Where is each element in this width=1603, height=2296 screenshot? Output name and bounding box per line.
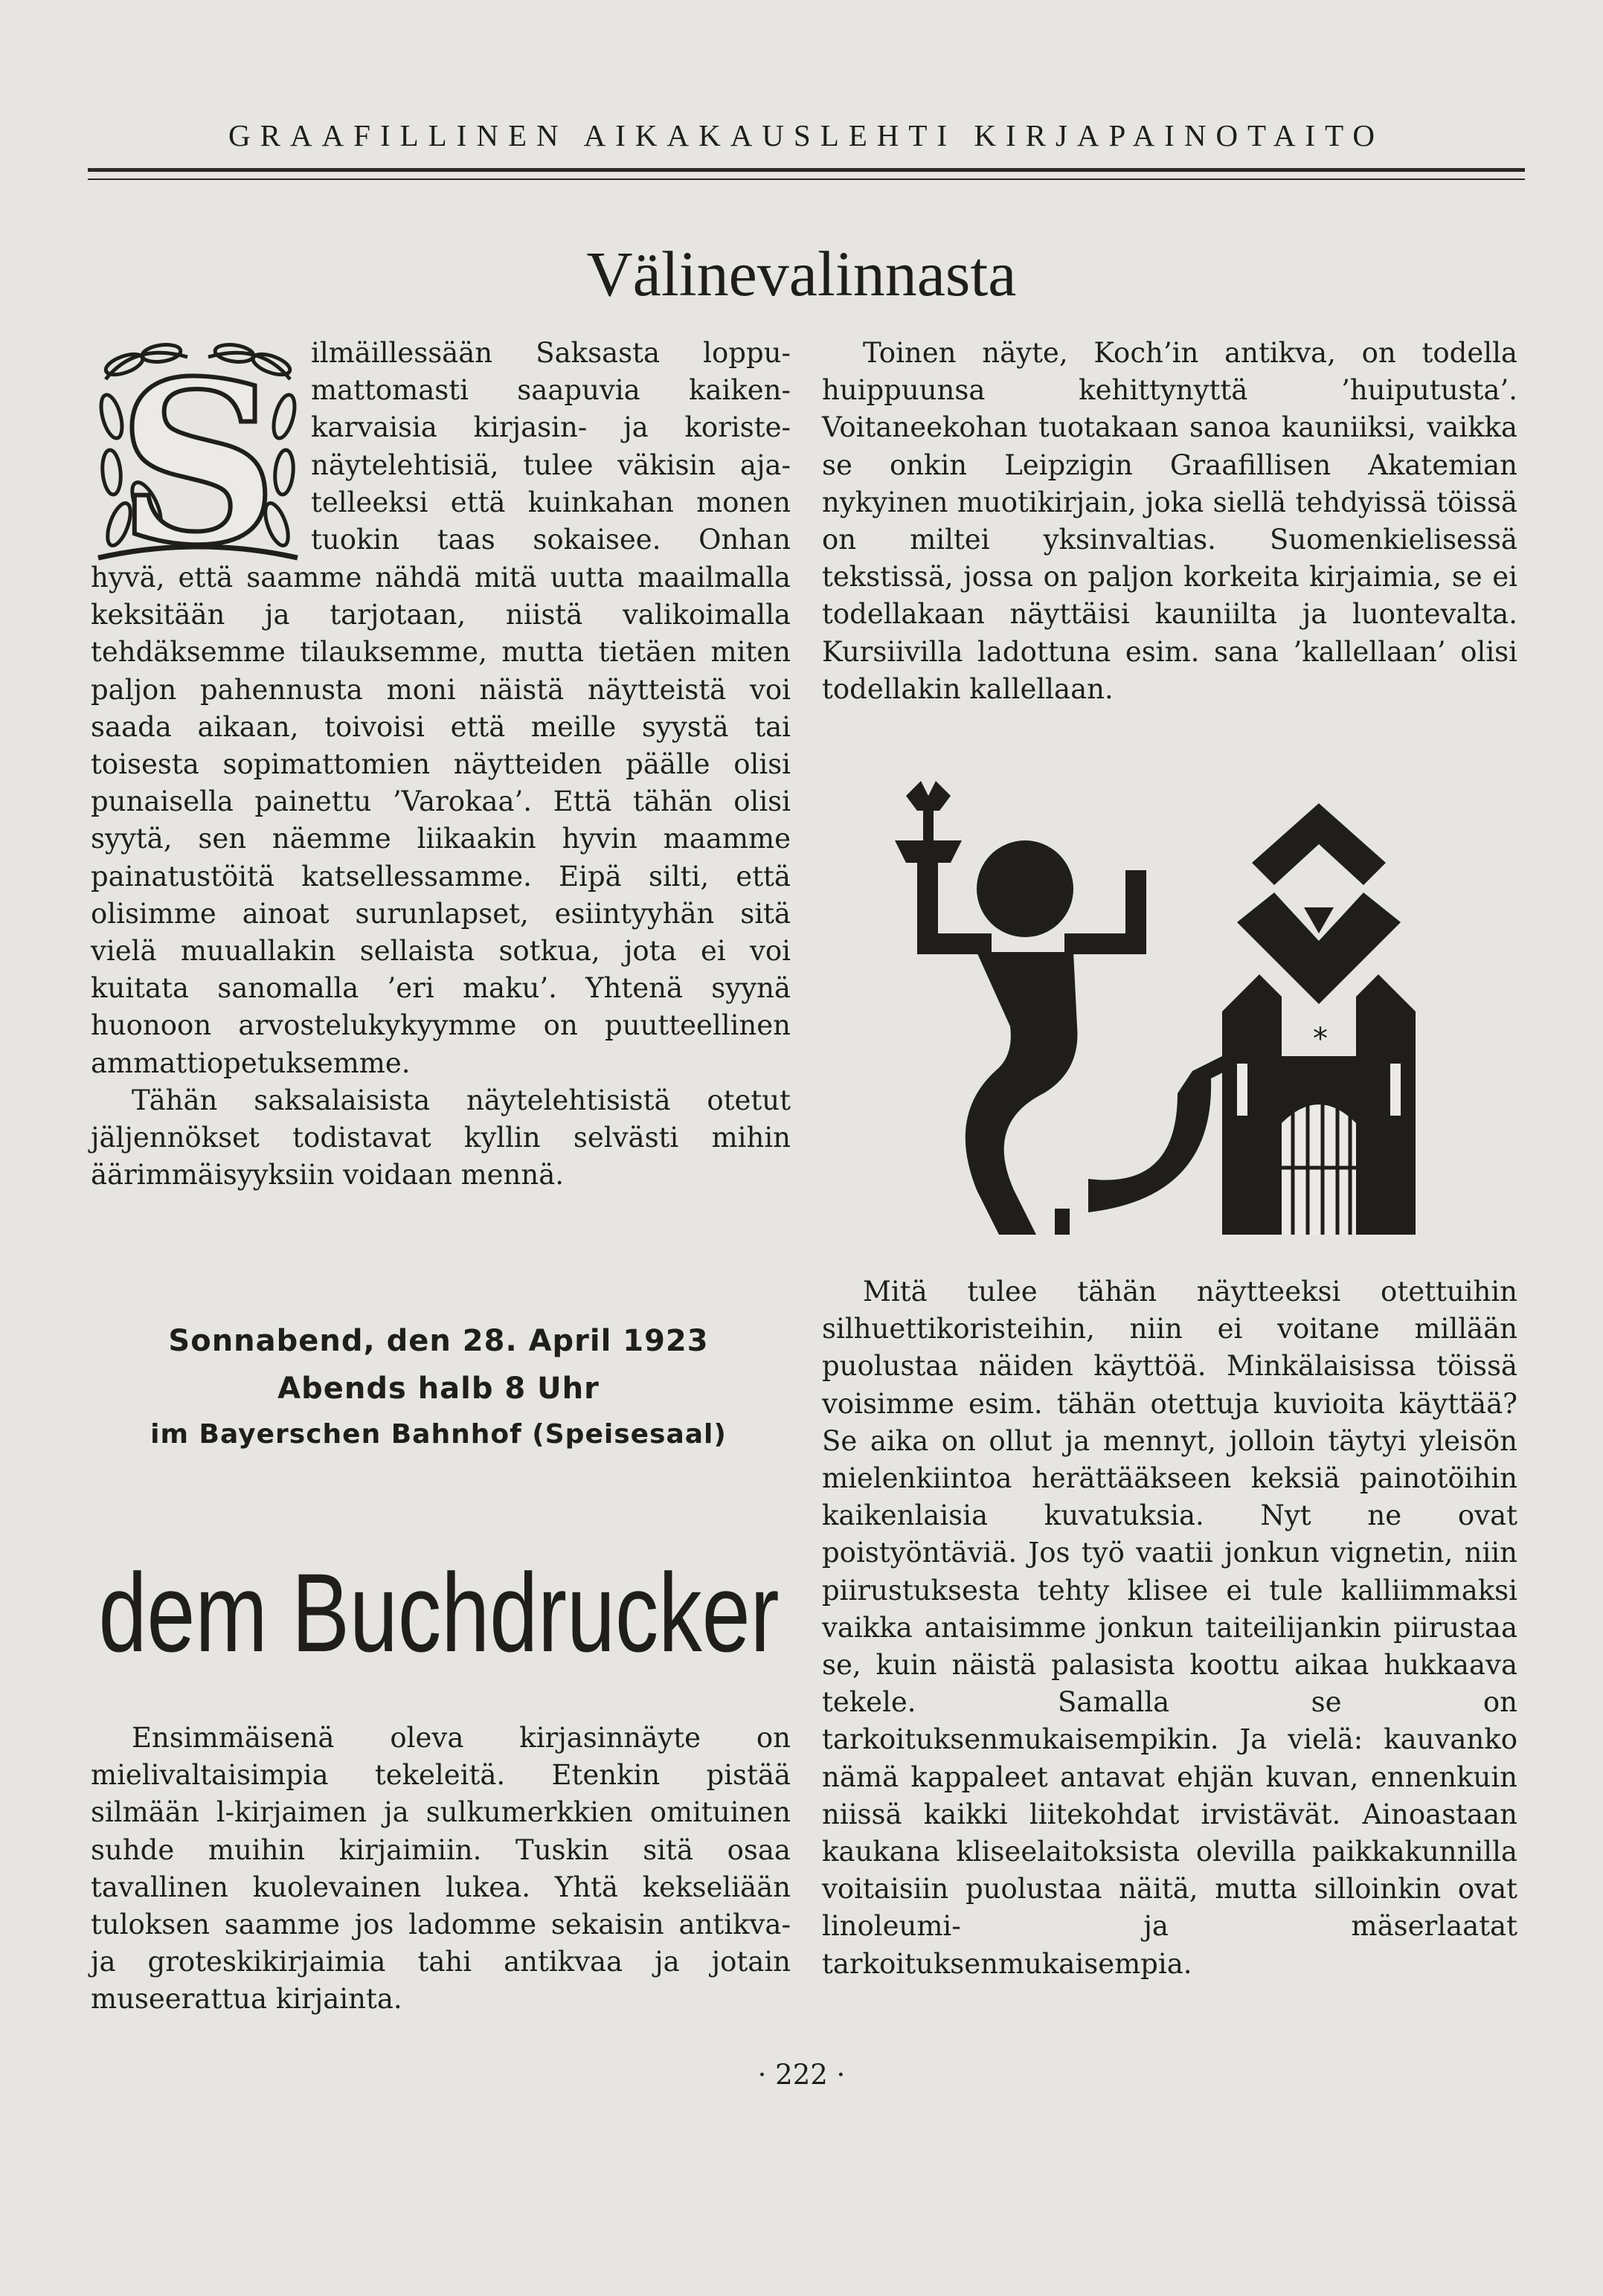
sample-text: dem Buchdrucker [98,1550,780,1675]
page-number: · 222 · [757,2059,846,2091]
intro-line: tuokin taas sokaisee. Onhan [311,524,791,556]
article-title: Välinevalinnasta [586,238,1017,309]
intro-line: mattomasti saapuvia kaiken- [311,374,791,407]
specimen-line-1: Sonnabend, den 28. April 1923 [168,1324,709,1358]
svg-text:*: * [1313,1022,1328,1056]
paragraph: Tähän saksalaisista näytelehtisistä otetut jäljennökset todistavat kyllin selvästi mihin äärimmäisyyksiin voidaan mennä. [91,1084,791,1192]
right-column-body-2 [822,1273,1517,1983]
intro-line: näytelehtisiä, tulee väkisin aja- [311,448,791,481]
paragraph: Ensimmäisenä oleva kirjasinnäyte on mielivaltaisimpia tekeleitä. Etenkin pistää silmään l-kirjaimen ja sulkumerkkien omituinen suhde muihin kirjaimiin. Tuskin sitä osaa tavallinen kuolevainen lukea. Yhtä kekseliään tuloksen saamme jos ladomme sekaisin antikva- ja groteskikirjaimia tahi antikvaa ja jotain museerattua kirjainta. [91,1722,791,2016]
specimen-line-2: Abends halb 8 Uhr [277,1372,600,1406]
right-column-body-1 [822,335,1517,708]
dropcap-letter: S [117,332,279,594]
decorative-dropcap [91,332,305,594]
intro-line: karvaisia kirjasin- ja koriste- [311,411,791,444]
silhouette-house-icon [1222,803,1416,1235]
specimen-line-3: im Bayerschen Bahnhof (Speisesaal) [150,1419,727,1450]
header-rule-thick [88,168,1525,172]
paragraph: Toinen näyte, Koch’in antikva, on todella huippuunsa kehittynyttä ’huiputusta’. Voitaneekohan tuotakaan sanoa kauniiksi, vaikka se onkin Leipzigin Graafillisen Akatemian nykyinen muotikirjain, joka siellä tehdyissä töissä on miltei yksinvaltias. Suomenkielisessä tekstissä, jossa on paljon korkeita kirjaimia, se ei todellakaan näyttäisi kauniilta ja luontevalta. Kursiivilla ladottuna esim. sana ’kallellaan’ olisi todellakin kallellaan. [822,337,1517,705]
silhouette-ornaments [865,774,1475,1235]
left-column-body [91,559,791,1194]
silhouette-figure-icon [895,781,1244,1235]
header-rule-thin [88,179,1525,180]
intro-line: telleeksi että kuinkahan monen [311,486,791,518]
intro-line: ilmäillessään Saksasta loppu- [311,337,791,369]
paragraph: hyvä, että saamme nähdä mitä uutta maailmalla keksitään ja tarjotaan, niistä valikoimalla tehdäksemme tilauksemme, mutta tietäen miten paljon pahennusta moni näistä näytteistä voi saada aikaan, toivoisi että meille syystä tai toisesta sopimattomien näytteiden päälle olisi punaisella painettu ’Varokaa’. Että tähän olisi syytä, sen näemme liikaakin hyvin maamme painatustöitä katsellessamme. Eipä silti, että olisimme ainoat surunlapset, esiintyyhän sitä vielä muuallakin sellaista sotkua, jota ei voi kuitata sanomalla ’eri maku’. Yhtenä syynä huonoon arvostelukykyymme on puutteellinen ammattiopetuksemme. [91,562,791,1079]
running-header: GRAAFILLINEN AIKAKAUSLEHTI KIRJAPAINOTAITO [228,118,1384,152]
paragraph: Mitä tulee tähän näytteeksi otettuihin silhuettikoristeihin, niin ei voitane millään puolustaa näiden käyttöä. Minkälaisissa töissä voisimme esim. tähän otettuja kuvioita käyttää? Se aika on ollut ja mennyt, jolloin täytyi yleisön mielenkiintoa herättääkseen keksiä painotöihin kaikenlaisia kuvatuksia. Nyt ne ovat poistyöntäviä. Jos työ vaatii jonkun vignetin, niin piirustuksesta tehty klisee ei tule kalliimmaksi vaikka antaisimme jonkun taiteilijankin piirustaa se, kuin näistä palasista koottu aikaa hukkaava tekele. Samalla se on tarkoituksenmukaisempikin. Ja vielä: kauvanko nämä kappaleet antavat ehjän kuvan, ennenkuin niissä kaikki liitekohdat irvistävät. Ainoastaan kaukana kliseelaitoksista olevilla paikkakunnilla voitaisiin puolustaa näitä, mutta silloinkin ovat linoleumi- ja mäserlaatat tarkoituksenmukaisempia. [822,1276,1517,1980]
koch-antiqua-sample [88,1480,791,1673]
left-column-body-2 [91,1720,791,2019]
intro-lines [311,335,791,559]
